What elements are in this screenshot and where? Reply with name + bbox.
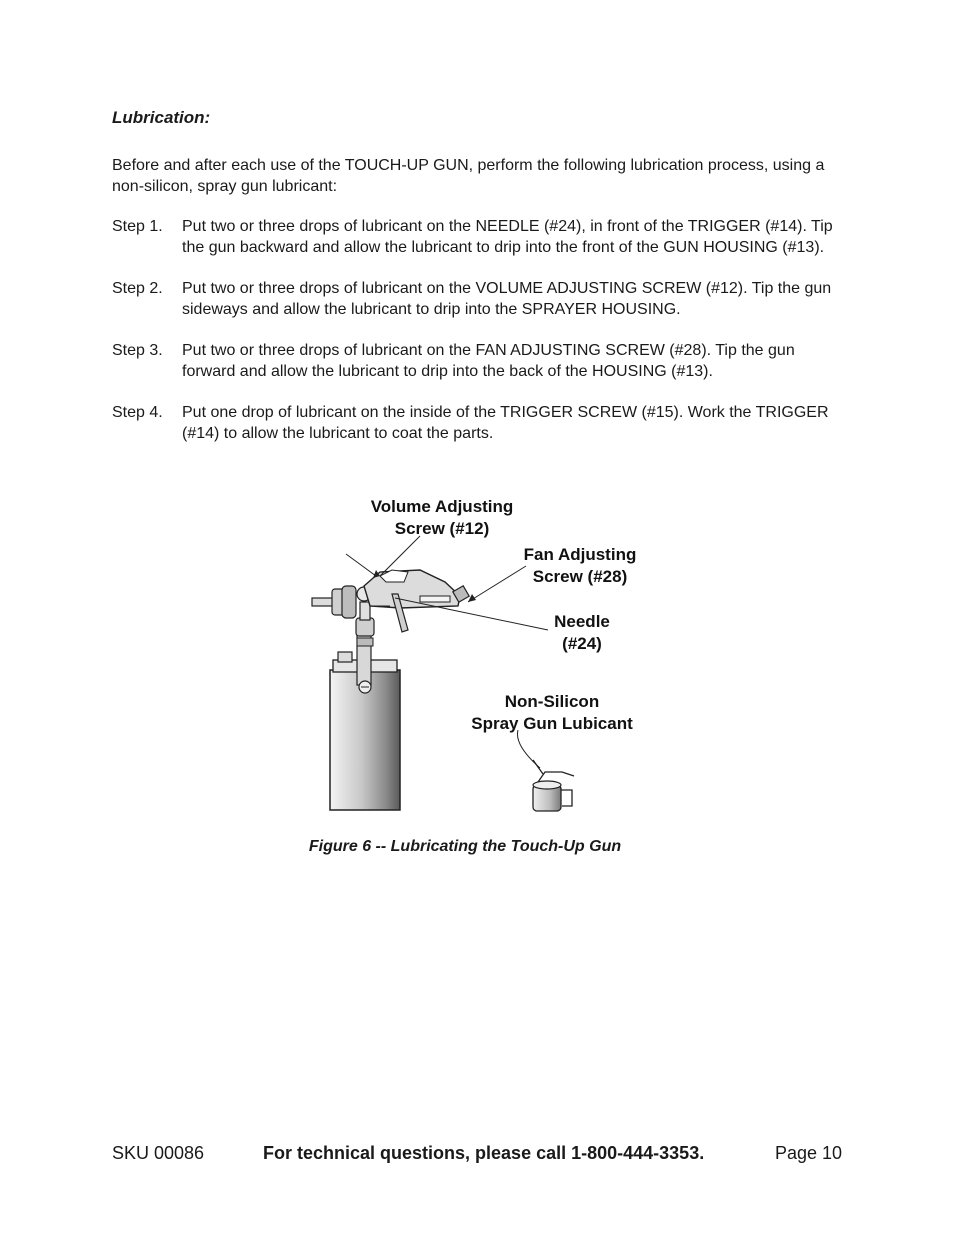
gun-body xyxy=(312,570,469,632)
support-phone-text: For technical questions, please call 1-800-444-3353. xyxy=(263,1143,705,1163)
step-text: Put two or three drops of lubricant on the VOLUME ADJUSTING SCREW (#12). Tip the gun sideways and allow the lubricant to drip into the SPRAYER HOUSING. xyxy=(182,280,832,318)
step-label: Step 3. xyxy=(112,342,163,359)
fan-label-line1: Fan Adjusting xyxy=(523,545,637,564)
lubricant-label xyxy=(450,691,654,735)
needle-label-line1: Needle xyxy=(554,612,610,631)
fan-label-line2: Screw (#28) xyxy=(532,567,628,586)
sku-number: SKU 00086 xyxy=(112,1143,205,1163)
fan-screw-label xyxy=(500,544,660,588)
step-text: Put two or three drops of lubricant on the NEEDLE (#24), in front of the TRIGGER (#14). Tip the gun backward and allow the lubricant to drip into the front of the GUN HOUSING (#13). xyxy=(182,218,833,256)
needle-label xyxy=(532,611,632,655)
volume-screw-label xyxy=(342,496,542,540)
step-item xyxy=(112,341,847,382)
step-item xyxy=(112,279,847,320)
figure-caption-text: Figure 6 -- Lubricating the Touch-Up Gun xyxy=(308,838,622,855)
step-text: Put one drop of lubricant on the inside of the TRIGGER SCREW (#15). Work the TRIGGER (#14) to allow the lubricant to coat the parts. xyxy=(182,404,829,442)
figure-caption xyxy=(0,838,954,856)
steps-list xyxy=(112,217,847,465)
step-item xyxy=(112,403,847,444)
section-heading: Lubrication: xyxy=(112,108,211,127)
intro-paragraph: Before and after each use of the TOUCH-UP GUN, perform the following lubrication process, using a non-silicon, spray gun lubricant: xyxy=(112,157,825,195)
cup-connector xyxy=(356,602,374,646)
volume-label-line1: Volume Adjusting xyxy=(370,497,514,516)
step-label: Step 4. xyxy=(112,404,163,421)
step-label: Step 1. xyxy=(112,218,163,235)
step-text: Put two or three drops of lubricant on the FAN ADJUSTING SCREW (#28). Tip the gun forward and allow the lubricant to drip into the back of the HOUSING (#13). xyxy=(182,342,795,380)
oil-can xyxy=(533,760,574,811)
paint-cup xyxy=(330,635,400,810)
step-item xyxy=(112,217,847,258)
page-footer xyxy=(112,1143,842,1167)
lubricant-label-line1: Non-Silicon xyxy=(504,692,600,711)
lubrication-figure xyxy=(300,490,660,820)
lubricant-label-line2: Spray Gun Lubicant xyxy=(471,714,633,733)
page-number: Page 10 xyxy=(774,1143,842,1163)
volume-label-line2: Screw (#12) xyxy=(394,519,490,538)
needle-label-line2: (#24) xyxy=(562,634,602,653)
step-label: Step 2. xyxy=(112,280,163,297)
